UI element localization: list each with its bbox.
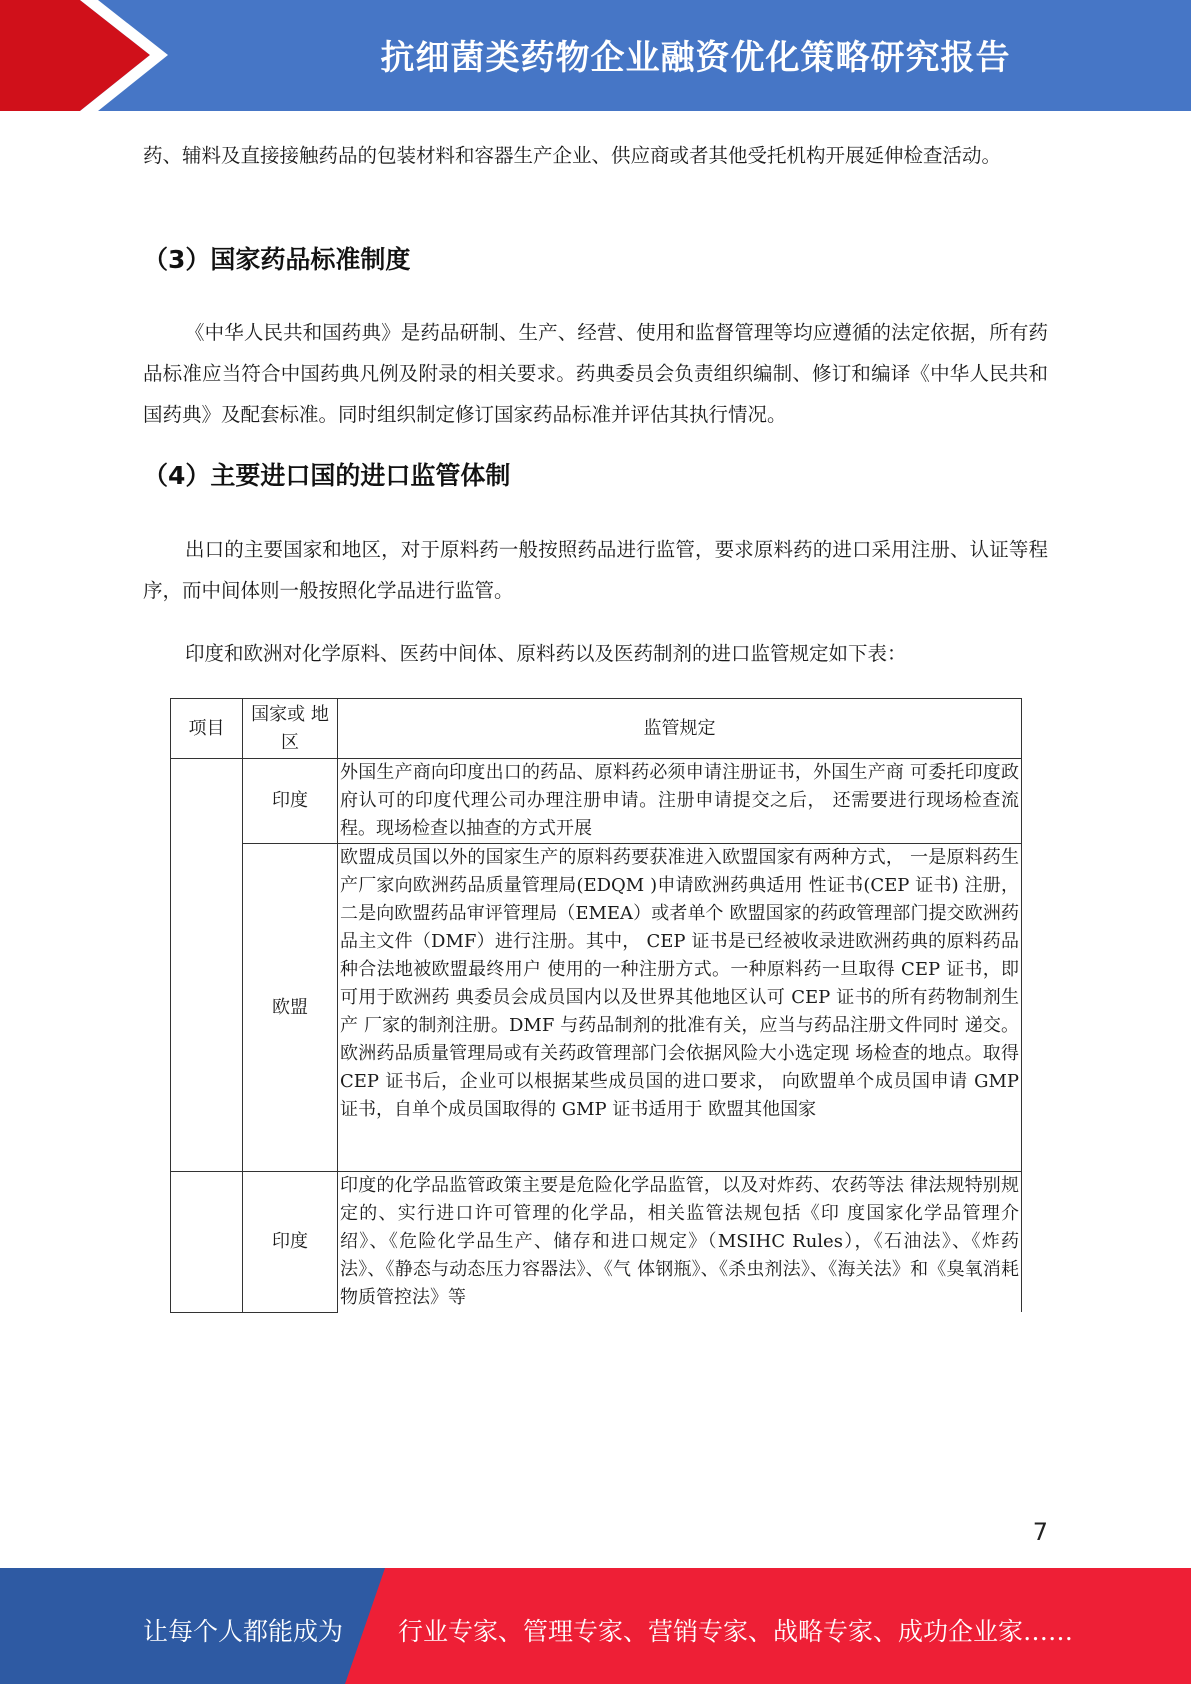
table-cell-rule: 印度的化学品监管政策主要是危险化学品监管，以及对炸药、农药等法 律法规特别规定的、实行进口许可管理的化学品，相关监管法规包括《印 度国家化学品管理介绍》、《危险化学品生产、储存和进口规定》（MSIHC Rules），《石油法》、《炸药法》、《静态与动态压力容器法》、《气 体钢瓶》、《杀虫剂法》、《海关法》和《臭氧消耗物质管控法》等 <box>338 1172 1022 1313</box>
header-region: 国家或 地区 <box>243 699 338 759</box>
table-cell-item <box>171 759 243 1172</box>
paragraph-pharmacopoeia: 《中华人民共和国药典》是药品研制、生产、经营、使用和监督管理等均应遵循的法定依据，所有药品标准应当符合中国药典凡例及附录的相关要求。药典委员会负责组织编制、修订和编译《中华人民共和国药典》及配套标准。同时组织制定修订国家药品标准并评估其执行情况。 <box>143 321 1048 426</box>
footer-slogan-left: 让每个人都能成为 <box>143 1617 344 1646</box>
paragraph-table-intro: 印度和欧洲对化学原料、医药中间体、原料药以及医药制剂的进口监管规定如下表： <box>185 642 907 665</box>
footer-banner <box>0 1568 1191 1684</box>
header-banner <box>0 0 1191 111</box>
header-rule: 监管规定 <box>338 699 1022 759</box>
table-row <box>171 1172 1022 1313</box>
table-cell-region: 欧盟 <box>243 844 338 1172</box>
section-heading-4: （4）主要进口国的进口监管体制 <box>143 461 511 490</box>
regulation-table <box>170 698 1022 1313</box>
table-cell-region: 印度 <box>243 1172 338 1313</box>
header-item: 项目 <box>171 699 243 759</box>
section-heading-3: （3）国家药品标准制度 <box>143 245 411 274</box>
table-cell-rule: 欧盟成员国以外的国家生产的原料药要获准进入欧盟国家有两种方式， 一是原料药生产厂家向欧洲药品质量管理局(EDQM )申请欧洲药典适用 性证书(CEP 证书) 注册，二是向欧盟药品审评管理局（EMEA）或者单个 欧盟国家的药政管理部门提交欧洲药品主文件（DMF）进行注册。其中， CEP 证书是已经被收录进欧洲药典的原料药品种合法地被欧盟最终用户 使用的一种注册方式。一种原料药一旦取得 CEP 证书，即可用于欧洲药 典委员会成员国内以及世界其他地区认可 CEP 证书的所有药物制剂生产 厂家的制剂注册。DMF 与药品制剂的批准有关，应当与药品注册文件同时 递交。欧洲药品质量管理局或有关药政管理部门会依据风险大小选定现 场检查的地点。取得 CEP 证书后，企业可以根据某些成员国的进口要求， 向欧盟单个成员国申请 GMP 证书，自单个成员国取得的 GMP 证书适用于 欧盟其他国家 <box>338 844 1022 1172</box>
table-cell-item <box>171 1172 243 1313</box>
table-header-row <box>171 699 1022 759</box>
table-row <box>171 759 1022 844</box>
page-number: 7 <box>1032 1518 1048 1546</box>
table-cell-region: 印度 <box>243 759 338 844</box>
table-cell-rule: 外国生产商向印度出口的药品、原料药必须申请注册证书，外国生产商 可委托印度政府认可的印度代理公司办理注册申请。注册申请提交之后， 还需要进行现场检查流程。现场检查以抽查的方式开展 <box>338 759 1022 844</box>
report-title: 抗细菌类药物企业融资优化策略研究报告 <box>380 38 1011 78</box>
table-row <box>171 844 1022 1172</box>
paragraph-export-regulation: 出口的主要国家和地区，对于原料药一般按照药品进行监管，要求原料药的进口采用注册、认证等程序，而中间体则一般按照化学品进行监管。 <box>143 538 1048 602</box>
paragraph-inspection: 药、辅料及直接接触药品的包装材料和容器生产企业、供应商或者其他受托机构开展延伸检查活动。 <box>143 144 1002 167</box>
footer-slogan-right: 行业专家、管理专家、营销专家、战略专家、成功企业家…… <box>398 1617 1074 1646</box>
